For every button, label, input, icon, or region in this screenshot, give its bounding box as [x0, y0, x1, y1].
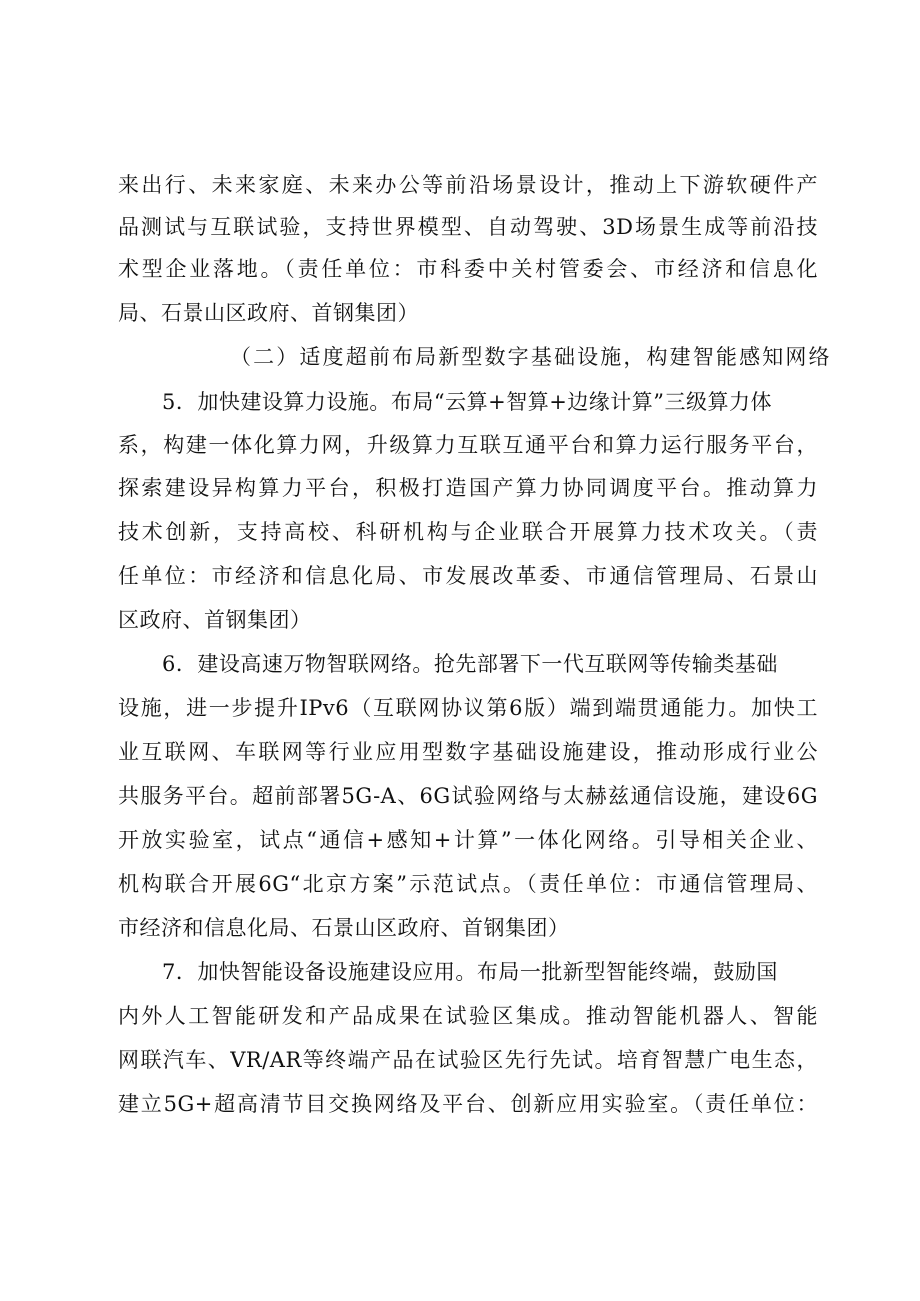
text-line: 网联汽车、VR/AR等终端产品在试验区先行先试。培育智慧广电生态， [118, 1048, 818, 1072]
section-heading: （二）适度超前布局新型数字基础设施，构建智能感知网络 [230, 345, 830, 369]
text-line: 市经济和信息化局、石景山区政府、首钢集团） [118, 916, 570, 940]
text-line: 6．建设高速万物智联网络。抢先部署下一代互联网等传输类基础 [162, 652, 778, 676]
text-line: 来出行、未来家庭、未来办公等前沿场景设计，推动上下游软硬件产 [118, 173, 818, 197]
text-line: 局、石景山区政府、首钢集团） [118, 301, 419, 325]
text-line: 术型企业落地。（责任单位：市科委中关村管委会、市经济和信息化 [118, 257, 818, 281]
text-line: 技术创新，支持高校、科研机构与企业联合开展算力技术攻关。（责 [118, 520, 818, 544]
text-line: 业互联网、车联网等行业应用型数字基础设施建设，推动形成行业公 [118, 740, 818, 764]
text-line: 品测试与互联试验，支持世界模型、自动驾驶、3D场景生成等前沿技 [118, 215, 818, 239]
text-line: 探索建设异构算力平台，积极打造国产算力协同调度平台。推动算力 [118, 476, 818, 500]
text-line: 设施，进一步提升IPv6（互联网协议第6版）端到端贯通能力。加快工 [118, 696, 818, 720]
text-line: 任单位：市经济和信息化局、市发展改革委、市通信管理局、石景山 [118, 564, 818, 588]
text-line: 系，构建一体化算力网，升级算力互联互通平台和算力运行服务平台， [118, 433, 818, 457]
text-line: 建立5G+超高清节目交换网络及平台、创新应用实验室。（责任单位： [118, 1092, 818, 1116]
text-line: 5．加快建设算力设施。布局“云算+智算+边缘计算”三级算力体 [162, 390, 773, 414]
text-line: 7．加快智能设备设施建设应用。布局一批新型智能终端，鼓励国 [162, 960, 778, 984]
text-line: 开放实验室，试点“通信+感知+计算”一体化网络。引导相关企业、 [118, 828, 818, 852]
text-line: 区政府、首钢集团） [118, 608, 312, 632]
text-line: 内外人工智能研发和产品成果在试验区集成。推动智能机器人、智能 [118, 1004, 818, 1028]
text-line: 机构联合开展6G“北京方案”示范试点。（责任单位：市通信管理局、 [118, 872, 818, 896]
text-line: 共服务平台。超前部署5G-A、6G试验网络与太赫兹通信设施，建设6G [118, 784, 818, 808]
